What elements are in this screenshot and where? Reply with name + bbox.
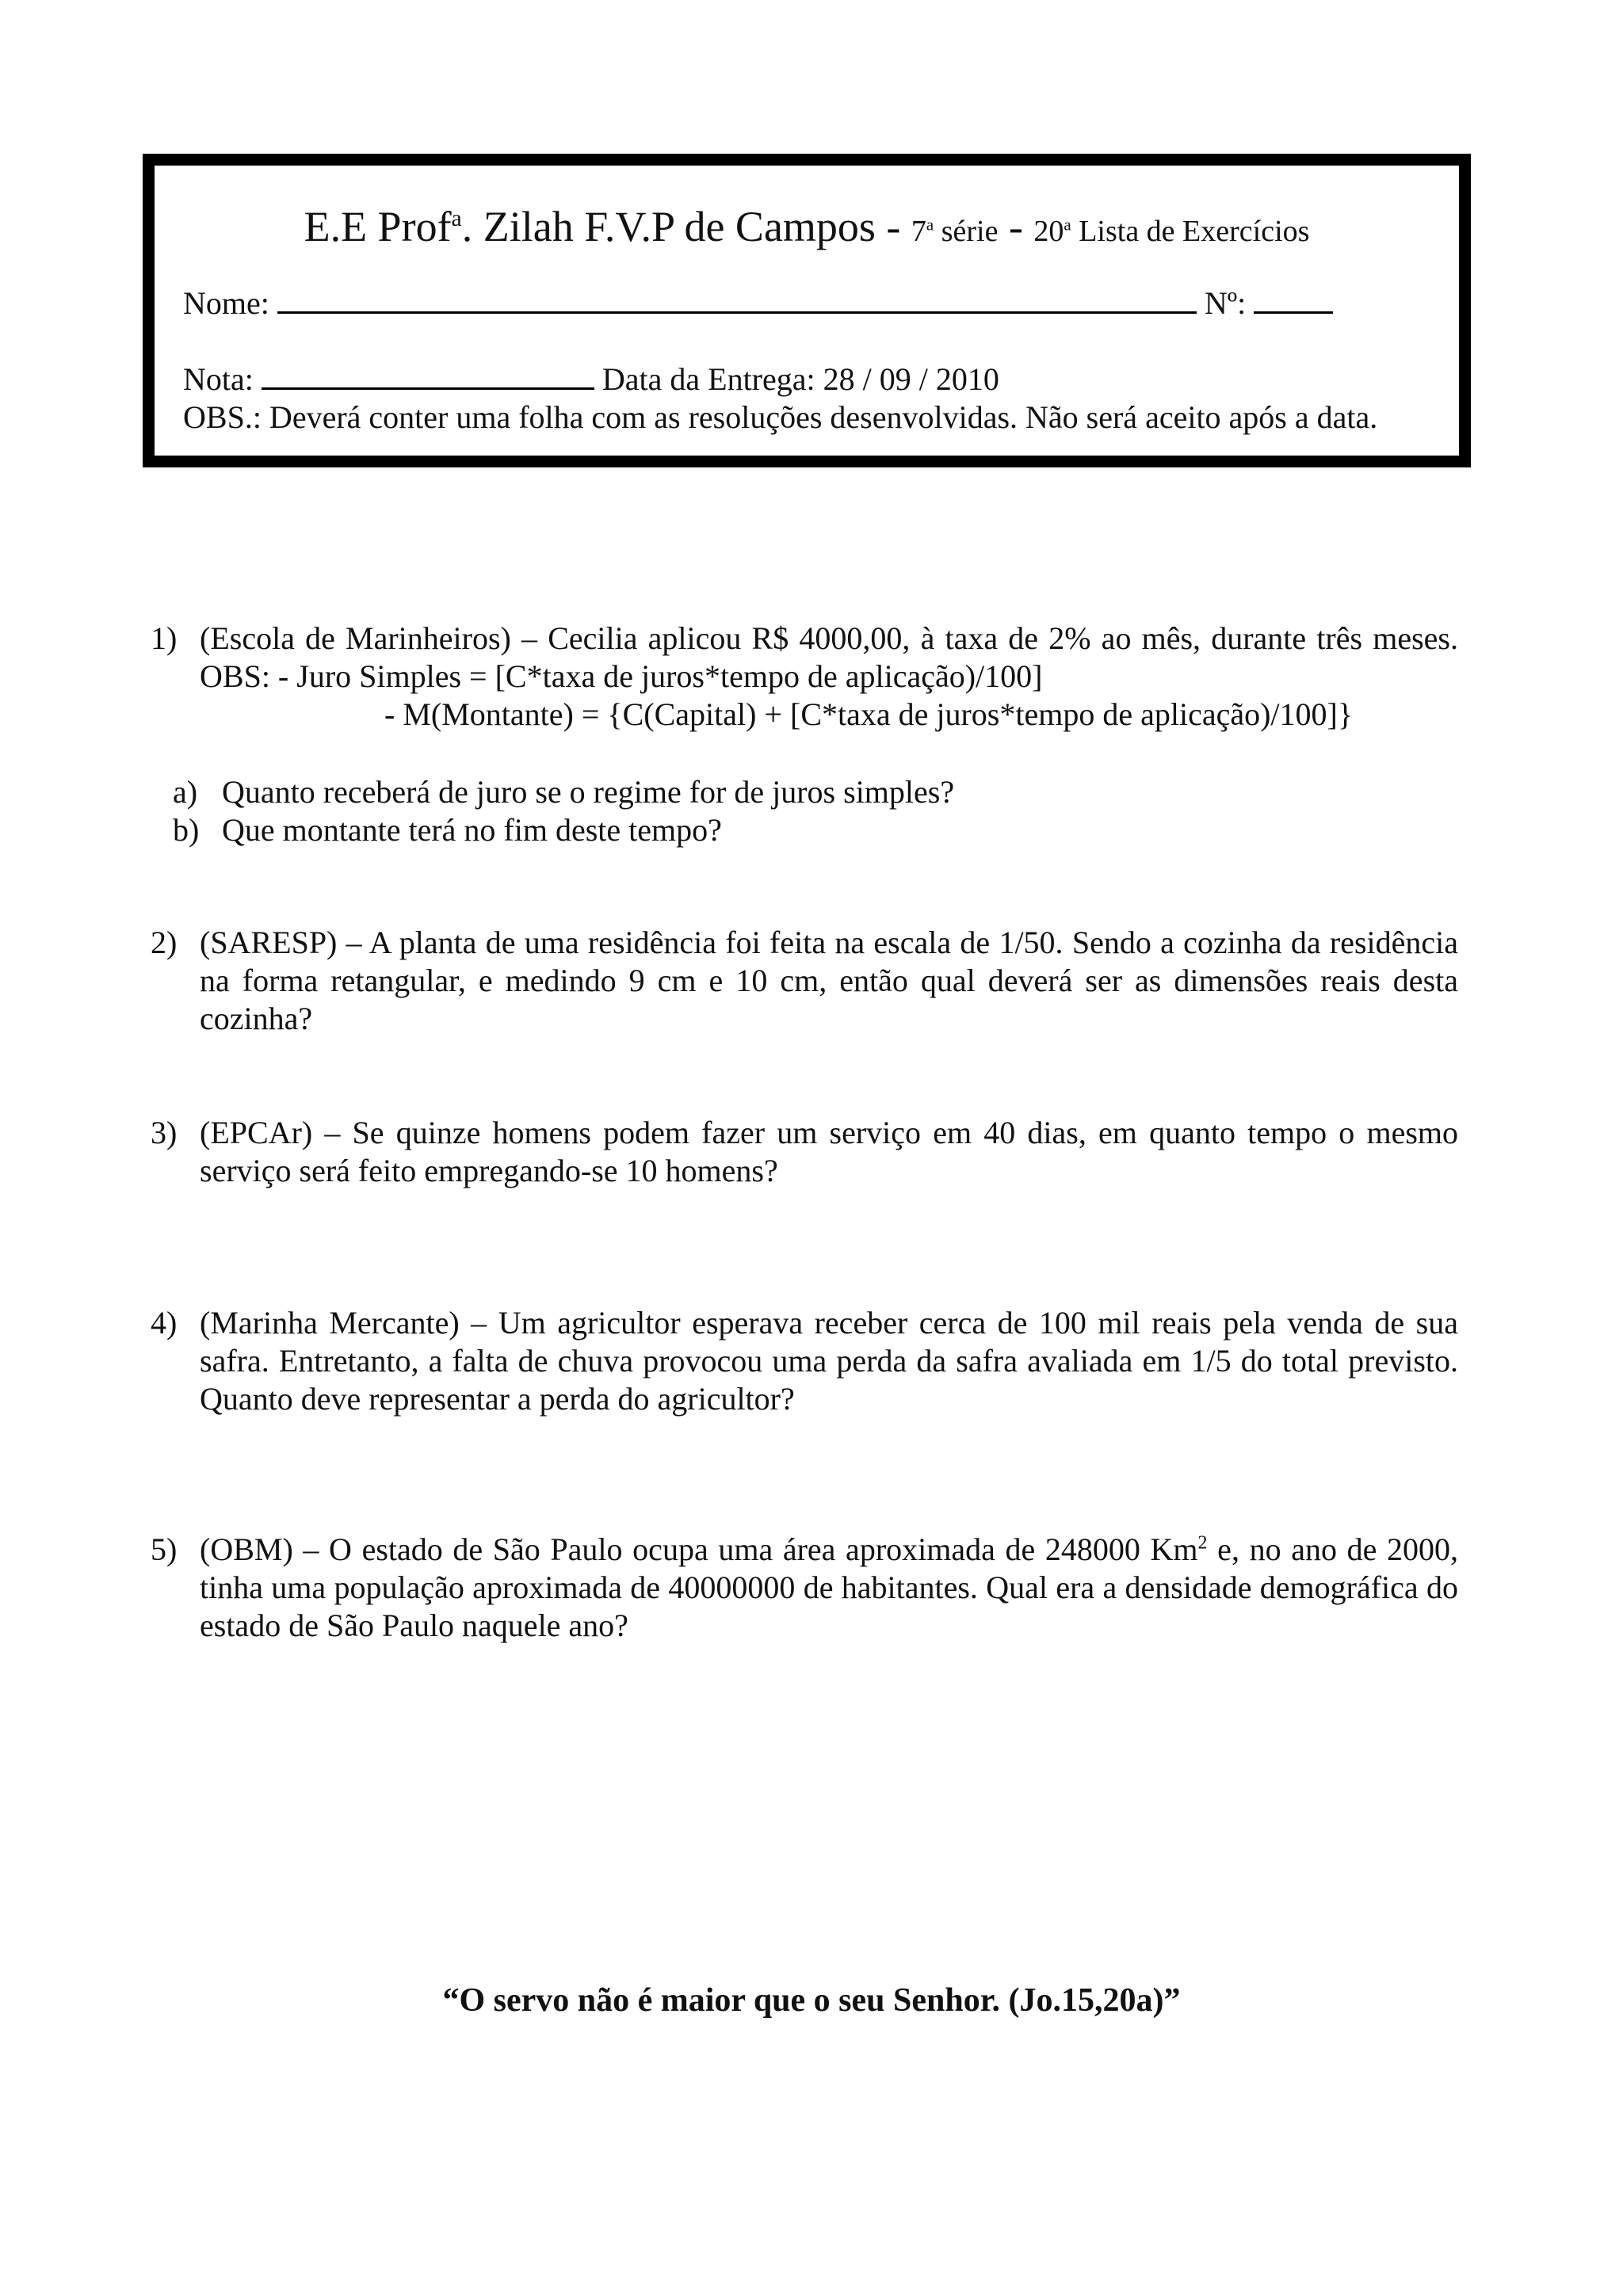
question-3 — [151, 1114, 1458, 1190]
title-separator: - — [998, 203, 1034, 250]
grade-sup: a — [926, 215, 934, 235]
school-name: E.E Prof — [304, 203, 452, 250]
grade-label: Nota: — [183, 361, 254, 397]
question-number: 5) — [151, 1531, 178, 1567]
question-text-part-b: e, no ano de 2000, tinha uma população aproximada de 40000000 de habitantes. Qual era a densidade demográfica do estado de São Paulo naquele ano? — [200, 1531, 1459, 1643]
obs-line: OBS.: Deverá conter uma folha com as resoluções desenvolvidas. Não será aceito após a data. — [183, 399, 1378, 435]
due-date: Data da Entrega: 28 / 09 / 2010 — [601, 361, 999, 397]
list-sup: a — [1064, 215, 1071, 235]
worksheet-title — [155, 202, 1459, 256]
formula-montante: - M(Montante) = {C(Capital) + [C*taxa de juros*tempo de aplicação)/100]} — [384, 696, 1354, 732]
question-text: (SARESP) – A planta de uma residência foi feita na escala de 1/50. Sendo a cozinha da residência na forma retangular, e medindo 9 cm e 10 cm, então qual deverá ser as dimensões reais desta cozinha? — [200, 925, 1458, 1036]
number-label: Nº: — [1204, 285, 1247, 321]
header-box — [143, 154, 1471, 467]
closing-quote: “O servo não é maior que o seu Senhor. (Jo.15,20a)” — [442, 1982, 1181, 2019]
name-line — [183, 284, 1333, 322]
name-blank[interactable] — [277, 284, 1197, 314]
list-text: Lista de Exercícios — [1071, 215, 1310, 248]
grade-number: 7 — [911, 215, 926, 248]
question-number: 1) — [151, 620, 178, 656]
grade-line — [183, 360, 999, 399]
question-text — [200, 1531, 1458, 1645]
name-label: Nome: — [183, 285, 269, 321]
school-name-rest: . Zilah F.V.P de Campos - — [461, 203, 911, 250]
item-label: a) — [173, 774, 198, 810]
item-text: Quanto receberá de juro se o regime for de juros simples? — [222, 774, 955, 810]
question-number: 4) — [151, 1305, 178, 1341]
number-blank[interactable] — [1254, 284, 1333, 314]
question-text: (Marinha Mercante) – Um agricultor esperava receber cerca de 100 mil reais pela venda de sua safra. Entretanto, a falta de chuva provocou uma perda da safra avaliada em 1/5 do total previsto. Quanto deve representar a perda do agricultor? — [200, 1305, 1458, 1417]
school-sup: a — [451, 206, 462, 231]
question-text: (Escola de Marinheiros) – Cecilia aplicou R$ 4000,00, à taxa de 2% ao mês, durante três meses. OBS: - Juro Simples = [C*taxa de juros*tempo de aplicação)/100] — [200, 620, 1458, 694]
question-2 — [151, 924, 1458, 1038]
question-number: 3) — [151, 1115, 178, 1150]
question-1-item-a — [173, 773, 954, 811]
grade-blank[interactable] — [262, 360, 594, 390]
question-number: 2) — [151, 925, 178, 960]
question-text-part-a: (OBM) – O estado de São Paulo ocupa uma área aproximada de 248000 Km — [200, 1531, 1198, 1567]
question-1 — [151, 620, 1458, 696]
list-number: 20 — [1033, 215, 1064, 248]
question-1-item-b — [173, 811, 722, 849]
squared-sup: 2 — [1197, 1532, 1208, 1554]
item-text: Que montante terá no fim deste tempo? — [222, 812, 722, 848]
question-4 — [151, 1304, 1458, 1418]
grade-text: série — [934, 215, 999, 248]
question-5 — [151, 1531, 1458, 1645]
question-text: (EPCAr) – Se quinze homens podem fazer um serviço em 40 dias, em quanto tempo o mesmo serviço será feito empregando-se 10 homens? — [200, 1115, 1458, 1188]
item-label: b) — [173, 812, 200, 848]
